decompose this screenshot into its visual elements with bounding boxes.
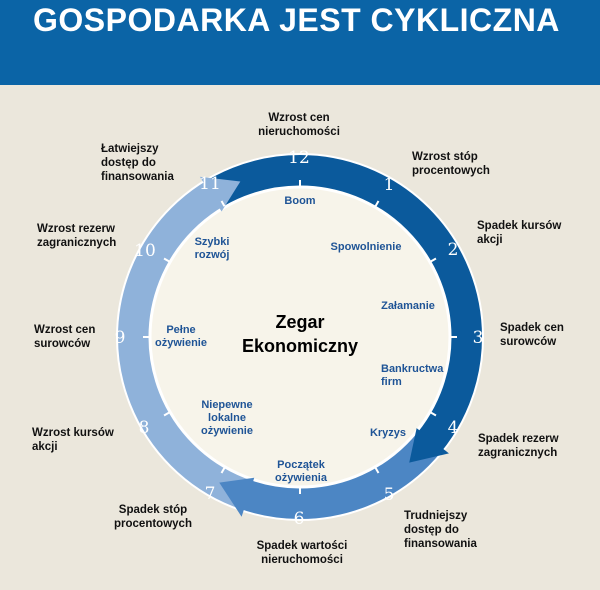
clock-number-4: 4 bbox=[447, 418, 459, 438]
phase-label-spowolnienie: Spowolnienie bbox=[330, 241, 402, 253]
outer-label-6: Spadek wartości nieruchomości bbox=[256, 540, 348, 566]
outer-label-12: Wzrost cen nieruchomości bbox=[258, 112, 340, 138]
outer-label-8: Wzrost kursów akcji bbox=[32, 427, 114, 453]
clock-number-2: 2 bbox=[447, 240, 459, 260]
outer-label-9: Wzrost cen surowców bbox=[34, 324, 96, 350]
clock-number-6: 6 bbox=[293, 509, 305, 529]
clock-number-12: 12 bbox=[288, 148, 310, 168]
outer-label-1: Wzrost stóp procentowych bbox=[412, 151, 490, 177]
clock-number-11: 11 bbox=[199, 174, 221, 194]
phase-label-pelne: Pełne ożywienie bbox=[155, 324, 207, 349]
clock-number-3: 3 bbox=[472, 328, 484, 348]
outer-label-10: Wzrost rezerw zagranicznych bbox=[37, 223, 117, 249]
clock-number-1: 1 bbox=[383, 175, 395, 195]
phase-label-kryzys: Kryzys bbox=[369, 427, 407, 439]
outer-label-2: Spadek kursów akcji bbox=[477, 220, 562, 246]
center-title: Zegar Ekonomiczny bbox=[241, 312, 359, 356]
phase-label-boom: Boom bbox=[284, 195, 316, 207]
phase-label-niepewne: Niepewne lokalne ożywienie bbox=[201, 399, 253, 437]
clock-number-7: 7 bbox=[204, 484, 216, 504]
clock-number-5: 5 bbox=[383, 485, 395, 505]
phase-label-bankructwa: Bankructwa firm bbox=[381, 363, 444, 388]
outer-label-3: Spadek cen surowców bbox=[500, 322, 564, 348]
phase-label-poczatek: Początek ożywienia bbox=[275, 459, 327, 484]
clock-number-8: 8 bbox=[138, 418, 150, 438]
clock-number-10: 10 bbox=[134, 241, 156, 261]
phase-label-zalamanie: Załamanie bbox=[381, 300, 435, 312]
outer-label-4: Spadek rezerw zagranicznych bbox=[478, 433, 559, 459]
clock-number-9: 9 bbox=[114, 328, 126, 348]
phase-label-szybki: Szybki rozwój bbox=[194, 236, 230, 261]
outer-label-5: Trudniejszy dostęp do finansowania bbox=[404, 510, 477, 550]
outer-label-11: Łatwiejszy dostęp do finansowania bbox=[101, 143, 174, 183]
page-title: GOSPODARKA JEST CYKLICZNA bbox=[33, 2, 560, 38]
outer-label-7: Spadek stóp procentowych bbox=[114, 504, 192, 530]
